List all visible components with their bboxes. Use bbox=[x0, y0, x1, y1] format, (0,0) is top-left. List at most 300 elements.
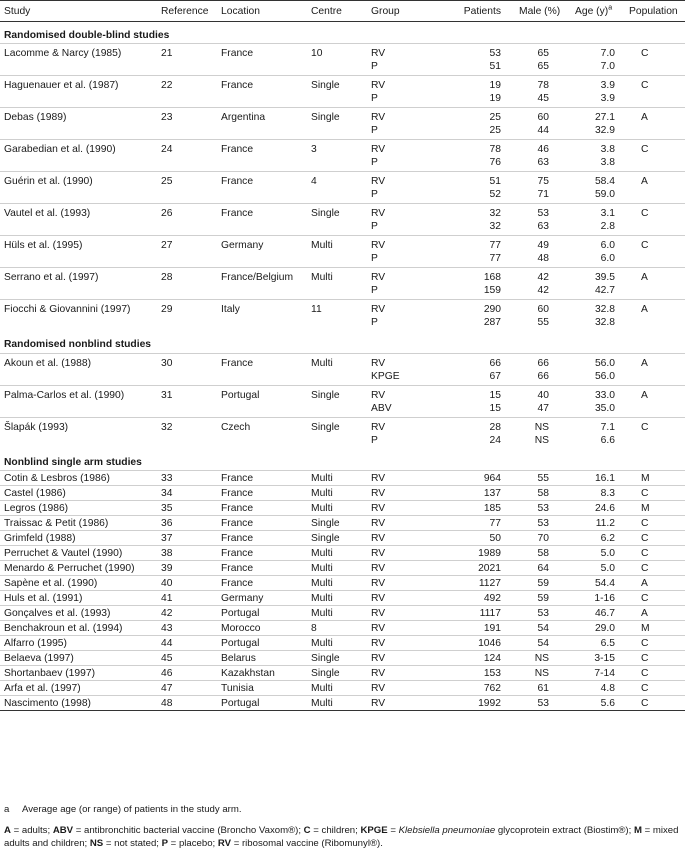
legend-definition: = placebo; bbox=[168, 838, 218, 849]
cell-location bbox=[217, 284, 307, 300]
cell-reference: 34 bbox=[157, 486, 217, 501]
cell-age: 32.8 bbox=[594, 317, 615, 328]
cell-reference bbox=[157, 156, 217, 172]
cell-group: P bbox=[371, 253, 378, 264]
table-body bbox=[0, 22, 685, 711]
header-row bbox=[0, 1, 685, 22]
cell-reference bbox=[157, 402, 217, 418]
cell-male: 66 bbox=[537, 370, 549, 382]
cell-group: RV bbox=[367, 681, 437, 696]
cell-reference bbox=[157, 252, 217, 268]
table-row bbox=[0, 681, 685, 696]
cell-study: Benchakroun et al. (1994) bbox=[0, 621, 157, 636]
table-row bbox=[0, 108, 685, 125]
cell-study: Arfa et al. (1997) bbox=[0, 681, 157, 696]
cell-population: C bbox=[621, 636, 685, 651]
table-row bbox=[0, 417, 685, 434]
cell-age: 4.8 bbox=[571, 681, 621, 696]
cell-location bbox=[217, 402, 307, 418]
table-row bbox=[0, 402, 685, 418]
cell-population bbox=[621, 124, 685, 140]
cell-study: Palma-Carlos et al. (1990) bbox=[0, 385, 157, 402]
cell-group: RV bbox=[367, 353, 437, 370]
cell-male: 46 bbox=[515, 140, 571, 157]
cell-age: 5.0 bbox=[571, 546, 621, 561]
table-row bbox=[0, 531, 685, 546]
cell-patients: 15 bbox=[437, 385, 515, 402]
cell-location: France bbox=[217, 140, 307, 157]
cell-population: M bbox=[621, 501, 685, 516]
cell-population: C bbox=[621, 561, 685, 576]
cell-population: A bbox=[621, 353, 685, 370]
cell-male: 59 bbox=[515, 576, 571, 591]
cell-population: C bbox=[621, 531, 685, 546]
cell-location: Portugal bbox=[217, 606, 307, 621]
cell-group: RV bbox=[367, 651, 437, 666]
cell-male: 44 bbox=[537, 125, 549, 136]
cell-study: Legros (1986) bbox=[0, 501, 157, 516]
cell-location: France bbox=[217, 531, 307, 546]
cell-location: France bbox=[217, 76, 307, 93]
cell-centre bbox=[307, 434, 367, 449]
cell-reference: 27 bbox=[157, 236, 217, 253]
cell-reference: 47 bbox=[157, 681, 217, 696]
cell-reference: 31 bbox=[157, 385, 217, 402]
legend-definition: = antibronchitic bacterial vaccine (Broncho Vaxom®); bbox=[73, 825, 304, 836]
cell-male: 63 bbox=[537, 221, 549, 232]
cell-group: RV bbox=[367, 108, 437, 125]
header-patients: Patients bbox=[437, 1, 515, 22]
section-title: Randomised double-blind studies bbox=[4, 30, 170, 41]
cell-male: 40 bbox=[515, 385, 571, 402]
legend-definition: = mixed adults and children; bbox=[4, 825, 679, 849]
cell-group: RV bbox=[367, 236, 437, 253]
section-row bbox=[0, 331, 685, 353]
table-row bbox=[0, 172, 685, 189]
header-location: Location bbox=[217, 1, 307, 22]
cell-centre: Single bbox=[307, 76, 367, 93]
header-centre: Centre bbox=[307, 1, 367, 22]
cell-centre: Single bbox=[307, 651, 367, 666]
cell-population bbox=[621, 188, 685, 204]
cell-group: P bbox=[371, 317, 378, 328]
cell-age: 5.0 bbox=[571, 561, 621, 576]
table-row bbox=[0, 621, 685, 636]
cell-group: RV bbox=[367, 636, 437, 651]
cell-age: 3.8 bbox=[571, 140, 621, 157]
cell-reference bbox=[157, 92, 217, 108]
cell-reference: 33 bbox=[157, 471, 217, 486]
cell-reference: 44 bbox=[157, 636, 217, 651]
cell-location: France bbox=[217, 471, 307, 486]
cell-reference bbox=[157, 434, 217, 449]
cell-patients: 2021 bbox=[437, 561, 515, 576]
cell-age: 16.1 bbox=[571, 471, 621, 486]
cell-age: 32.9 bbox=[594, 125, 615, 136]
cell-location bbox=[217, 252, 307, 268]
table-row bbox=[0, 516, 685, 531]
cell-centre bbox=[307, 188, 367, 204]
cell-study bbox=[0, 188, 157, 204]
cell-centre bbox=[307, 402, 367, 418]
cell-patients: 25 bbox=[489, 125, 501, 136]
cell-population: C bbox=[621, 516, 685, 531]
cell-group: P bbox=[371, 61, 378, 72]
cell-male: 45 bbox=[537, 93, 549, 104]
cell-study bbox=[0, 402, 157, 418]
cell-population bbox=[621, 370, 685, 386]
legend-definition: = children; bbox=[310, 825, 361, 836]
cell-study: Gonçalves et al. (1993) bbox=[0, 606, 157, 621]
table-row bbox=[0, 220, 685, 236]
cell-location: Portugal bbox=[217, 636, 307, 651]
cell-group: P bbox=[371, 125, 378, 136]
cell-age: 3-15 bbox=[571, 651, 621, 666]
cell-group: RV bbox=[367, 486, 437, 501]
table-row bbox=[0, 486, 685, 501]
cell-group: P bbox=[371, 189, 378, 200]
cell-patients: 168 bbox=[437, 268, 515, 285]
cell-reference: 38 bbox=[157, 546, 217, 561]
cell-centre: Multi bbox=[307, 576, 367, 591]
table-row bbox=[0, 76, 685, 93]
table-row bbox=[0, 591, 685, 606]
cell-reference bbox=[157, 220, 217, 236]
legend-abbr: P bbox=[161, 838, 169, 849]
cell-patients: 1992 bbox=[437, 696, 515, 711]
cell-centre: Single bbox=[307, 666, 367, 681]
table-row bbox=[0, 606, 685, 621]
cell-centre bbox=[307, 124, 367, 140]
cell-reference: 26 bbox=[157, 204, 217, 221]
legend-definition: = bbox=[387, 825, 399, 836]
cell-study: Perruchet & Vautel (1990) bbox=[0, 546, 157, 561]
header-age bbox=[571, 1, 621, 22]
table-header bbox=[0, 1, 685, 22]
cell-patients: 77 bbox=[437, 236, 515, 253]
cell-location bbox=[217, 92, 307, 108]
cell-male: NS bbox=[515, 417, 571, 434]
cell-patients: 32 bbox=[437, 204, 515, 221]
cell-population: A bbox=[621, 300, 685, 317]
cell-centre: Multi bbox=[307, 696, 367, 711]
footnote-a bbox=[0, 803, 685, 816]
cell-male: 53 bbox=[515, 501, 571, 516]
cell-group: RV bbox=[367, 531, 437, 546]
cell-patients: 124 bbox=[437, 651, 515, 666]
cell-reference: 32 bbox=[157, 417, 217, 434]
cell-male: 48 bbox=[537, 253, 549, 264]
cell-male: 53 bbox=[515, 204, 571, 221]
cell-population bbox=[621, 220, 685, 236]
cell-location: France bbox=[217, 204, 307, 221]
cell-patients: 50 bbox=[437, 531, 515, 546]
header-age-label: Age (y) bbox=[575, 5, 609, 17]
cell-study bbox=[0, 370, 157, 386]
table-row bbox=[0, 124, 685, 140]
cell-age: 46.7 bbox=[571, 606, 621, 621]
cell-reference: 28 bbox=[157, 268, 217, 285]
cell-population: C bbox=[621, 140, 685, 157]
cell-centre: Multi bbox=[307, 353, 367, 370]
table-row bbox=[0, 268, 685, 285]
cell-study: Fiocchi & Giovannini (1997) bbox=[0, 300, 157, 317]
cell-male: 63 bbox=[537, 157, 549, 168]
cell-age: 3.8 bbox=[600, 157, 615, 168]
legend-definition: = adults; bbox=[10, 825, 53, 836]
cell-population: C bbox=[621, 696, 685, 711]
cell-age: 32.8 bbox=[571, 300, 621, 317]
cell-location: Morocco bbox=[217, 621, 307, 636]
cell-male: 54 bbox=[515, 621, 571, 636]
cell-group: RV bbox=[367, 621, 437, 636]
table-row bbox=[0, 561, 685, 576]
cell-study bbox=[0, 92, 157, 108]
cell-reference: 21 bbox=[157, 44, 217, 61]
cell-population: C bbox=[621, 666, 685, 681]
cell-location: Portugal bbox=[217, 696, 307, 711]
cell-study bbox=[0, 60, 157, 76]
cell-patients: 1117 bbox=[437, 606, 515, 621]
cell-population: C bbox=[621, 236, 685, 253]
cell-patients: 1989 bbox=[437, 546, 515, 561]
cell-group: RV bbox=[367, 471, 437, 486]
table-row bbox=[0, 434, 685, 449]
legend-definition-rest: glycoprotein extract (Biostim®); bbox=[495, 825, 634, 836]
cell-group: P bbox=[371, 285, 378, 296]
cell-patients: 66 bbox=[437, 353, 515, 370]
cell-study: Haguenauer et al. (1987) bbox=[0, 76, 157, 93]
cell-male: 53 bbox=[515, 516, 571, 531]
cell-group: RV bbox=[367, 385, 437, 402]
table-row bbox=[0, 385, 685, 402]
footnote-a-text: Average age (or range) of patients in the study arm. bbox=[22, 804, 242, 815]
cell-age: 42.7 bbox=[594, 285, 615, 296]
cell-reference: 48 bbox=[157, 696, 217, 711]
cell-male: 53 bbox=[515, 606, 571, 621]
footnote-a-mark: a bbox=[4, 804, 10, 815]
cell-male: 64 bbox=[515, 561, 571, 576]
table-row bbox=[0, 696, 685, 711]
cell-male: 78 bbox=[515, 76, 571, 93]
cell-location: Portugal bbox=[217, 385, 307, 402]
cell-centre bbox=[307, 370, 367, 386]
cell-age: 3.9 bbox=[600, 93, 615, 104]
cell-patients: 67 bbox=[489, 370, 501, 382]
cell-age: 6.5 bbox=[571, 636, 621, 651]
table-end-rule bbox=[0, 711, 685, 715]
cell-location: Argentina bbox=[217, 108, 307, 125]
cell-patients: 159 bbox=[483, 285, 501, 296]
cell-study bbox=[0, 284, 157, 300]
cell-centre: Single bbox=[307, 516, 367, 531]
cell-study: Nascimento (1998) bbox=[0, 696, 157, 711]
cell-age: 5.6 bbox=[571, 696, 621, 711]
cell-patients: 53 bbox=[437, 44, 515, 61]
cell-male: 75 bbox=[515, 172, 571, 189]
cell-group: P bbox=[371, 93, 378, 104]
cell-location: Germany bbox=[217, 236, 307, 253]
cell-patients: 51 bbox=[437, 172, 515, 189]
cell-group: RV bbox=[367, 546, 437, 561]
table-row bbox=[0, 236, 685, 253]
table-row bbox=[0, 284, 685, 300]
cell-location bbox=[217, 370, 307, 386]
cell-group: RV bbox=[367, 591, 437, 606]
legend-definition: = not stated; bbox=[103, 838, 162, 849]
header-group: Group bbox=[367, 1, 437, 22]
header-reference: Reference bbox=[157, 1, 217, 22]
cell-patients: 153 bbox=[437, 666, 515, 681]
cell-group: RV bbox=[367, 561, 437, 576]
table-row bbox=[0, 651, 685, 666]
cell-patients: 964 bbox=[437, 471, 515, 486]
cell-study: Shortanbaev (1997) bbox=[0, 666, 157, 681]
cell-centre: Multi bbox=[307, 236, 367, 253]
cell-reference bbox=[157, 316, 217, 331]
table-row bbox=[0, 188, 685, 204]
cell-group: RV bbox=[367, 606, 437, 621]
table-row bbox=[0, 546, 685, 561]
cell-patients: 76 bbox=[489, 157, 501, 168]
cell-male: 42 bbox=[537, 285, 549, 296]
table-row bbox=[0, 666, 685, 681]
cell-study bbox=[0, 434, 157, 449]
cell-centre: Single bbox=[307, 204, 367, 221]
cell-male: 65 bbox=[537, 61, 549, 72]
table-row bbox=[0, 140, 685, 157]
cell-study: Castel (1986) bbox=[0, 486, 157, 501]
cell-group: RV bbox=[367, 204, 437, 221]
table-row bbox=[0, 156, 685, 172]
cell-study: Serrano et al. (1997) bbox=[0, 268, 157, 285]
cell-centre bbox=[307, 316, 367, 331]
table-row bbox=[0, 60, 685, 76]
cell-male: 55 bbox=[537, 317, 549, 328]
cell-age: 3.1 bbox=[571, 204, 621, 221]
cell-study: Debas (1989) bbox=[0, 108, 157, 125]
cell-male: NS bbox=[515, 666, 571, 681]
section-title: Nonblind single arm studies bbox=[4, 456, 142, 468]
cell-age: 39.5 bbox=[571, 268, 621, 285]
cell-study: Huls et al. (1991) bbox=[0, 591, 157, 606]
cell-age: 2.8 bbox=[600, 221, 615, 232]
cell-male: 61 bbox=[515, 681, 571, 696]
cell-group: P bbox=[371, 221, 378, 232]
cell-group: RV bbox=[367, 516, 437, 531]
cell-reference: 25 bbox=[157, 172, 217, 189]
cell-age: 27.1 bbox=[571, 108, 621, 125]
table-row bbox=[0, 370, 685, 386]
cell-population: C bbox=[621, 204, 685, 221]
cell-centre: Multi bbox=[307, 561, 367, 576]
cell-population bbox=[621, 252, 685, 268]
cell-location: France bbox=[217, 561, 307, 576]
cell-reference bbox=[157, 188, 217, 204]
cell-population bbox=[621, 316, 685, 331]
cell-age: 56.0 bbox=[571, 353, 621, 370]
cell-location: Tunisia bbox=[217, 681, 307, 696]
cell-male: 47 bbox=[537, 402, 549, 414]
cell-age: 3.9 bbox=[571, 76, 621, 93]
cell-centre: Multi bbox=[307, 546, 367, 561]
cell-centre bbox=[307, 156, 367, 172]
section-row bbox=[0, 449, 685, 471]
cell-reference bbox=[157, 284, 217, 300]
cell-patients: 15 bbox=[489, 402, 501, 414]
footnotes bbox=[0, 803, 685, 850]
cell-male: 66 bbox=[515, 353, 571, 370]
cell-study bbox=[0, 316, 157, 331]
section-title: Randomised nonblind studies bbox=[4, 339, 152, 351]
cell-centre: 11 bbox=[307, 300, 367, 317]
cell-reference bbox=[157, 370, 217, 386]
cell-male: 65 bbox=[515, 44, 571, 61]
cell-centre: 10 bbox=[307, 44, 367, 61]
cell-group: RV bbox=[367, 501, 437, 516]
table-row bbox=[0, 316, 685, 331]
table-row bbox=[0, 252, 685, 268]
cell-centre: 3 bbox=[307, 140, 367, 157]
header-population: Population bbox=[621, 1, 685, 22]
cell-patients: 24 bbox=[489, 434, 501, 446]
cell-location: France bbox=[217, 353, 307, 370]
header-male: Male (%) bbox=[515, 1, 571, 22]
cell-reference: 37 bbox=[157, 531, 217, 546]
cell-population: C bbox=[621, 651, 685, 666]
cell-population: A bbox=[621, 606, 685, 621]
cell-age: 56.0 bbox=[594, 370, 615, 382]
cell-location bbox=[217, 316, 307, 331]
legend-abbr: RV bbox=[217, 838, 232, 849]
cell-location: Czech bbox=[217, 417, 307, 434]
cell-location: France bbox=[217, 486, 307, 501]
cell-population: C bbox=[621, 44, 685, 61]
cell-reference: 29 bbox=[157, 300, 217, 317]
cell-study: Vautel et al. (1993) bbox=[0, 204, 157, 221]
cell-centre: Multi bbox=[307, 606, 367, 621]
cell-reference: 23 bbox=[157, 108, 217, 125]
cell-age: 6.2 bbox=[571, 531, 621, 546]
cell-patients: 19 bbox=[437, 76, 515, 93]
cell-population: C bbox=[621, 417, 685, 434]
cell-patients: 1127 bbox=[437, 576, 515, 591]
table-row bbox=[0, 576, 685, 591]
cell-patients: 28 bbox=[437, 417, 515, 434]
cell-population: A bbox=[621, 108, 685, 125]
cell-male: 60 bbox=[515, 300, 571, 317]
cell-age: 58.4 bbox=[571, 172, 621, 189]
cell-centre: Multi bbox=[307, 681, 367, 696]
cell-location bbox=[217, 220, 307, 236]
cell-location bbox=[217, 60, 307, 76]
cell-centre: 8 bbox=[307, 621, 367, 636]
cell-reference: 22 bbox=[157, 76, 217, 93]
cell-reference: 41 bbox=[157, 591, 217, 606]
cell-centre: Multi bbox=[307, 501, 367, 516]
cell-population bbox=[621, 92, 685, 108]
cell-centre: Multi bbox=[307, 268, 367, 285]
table-row bbox=[0, 501, 685, 516]
cell-location: Belarus bbox=[217, 651, 307, 666]
cell-study: Menardo & Perruchet (1990) bbox=[0, 561, 157, 576]
cell-reference: 46 bbox=[157, 666, 217, 681]
cell-group: P bbox=[371, 434, 378, 446]
cell-location bbox=[217, 188, 307, 204]
cell-centre: Single bbox=[307, 417, 367, 434]
cell-patients: 77 bbox=[437, 516, 515, 531]
table-row bbox=[0, 636, 685, 651]
